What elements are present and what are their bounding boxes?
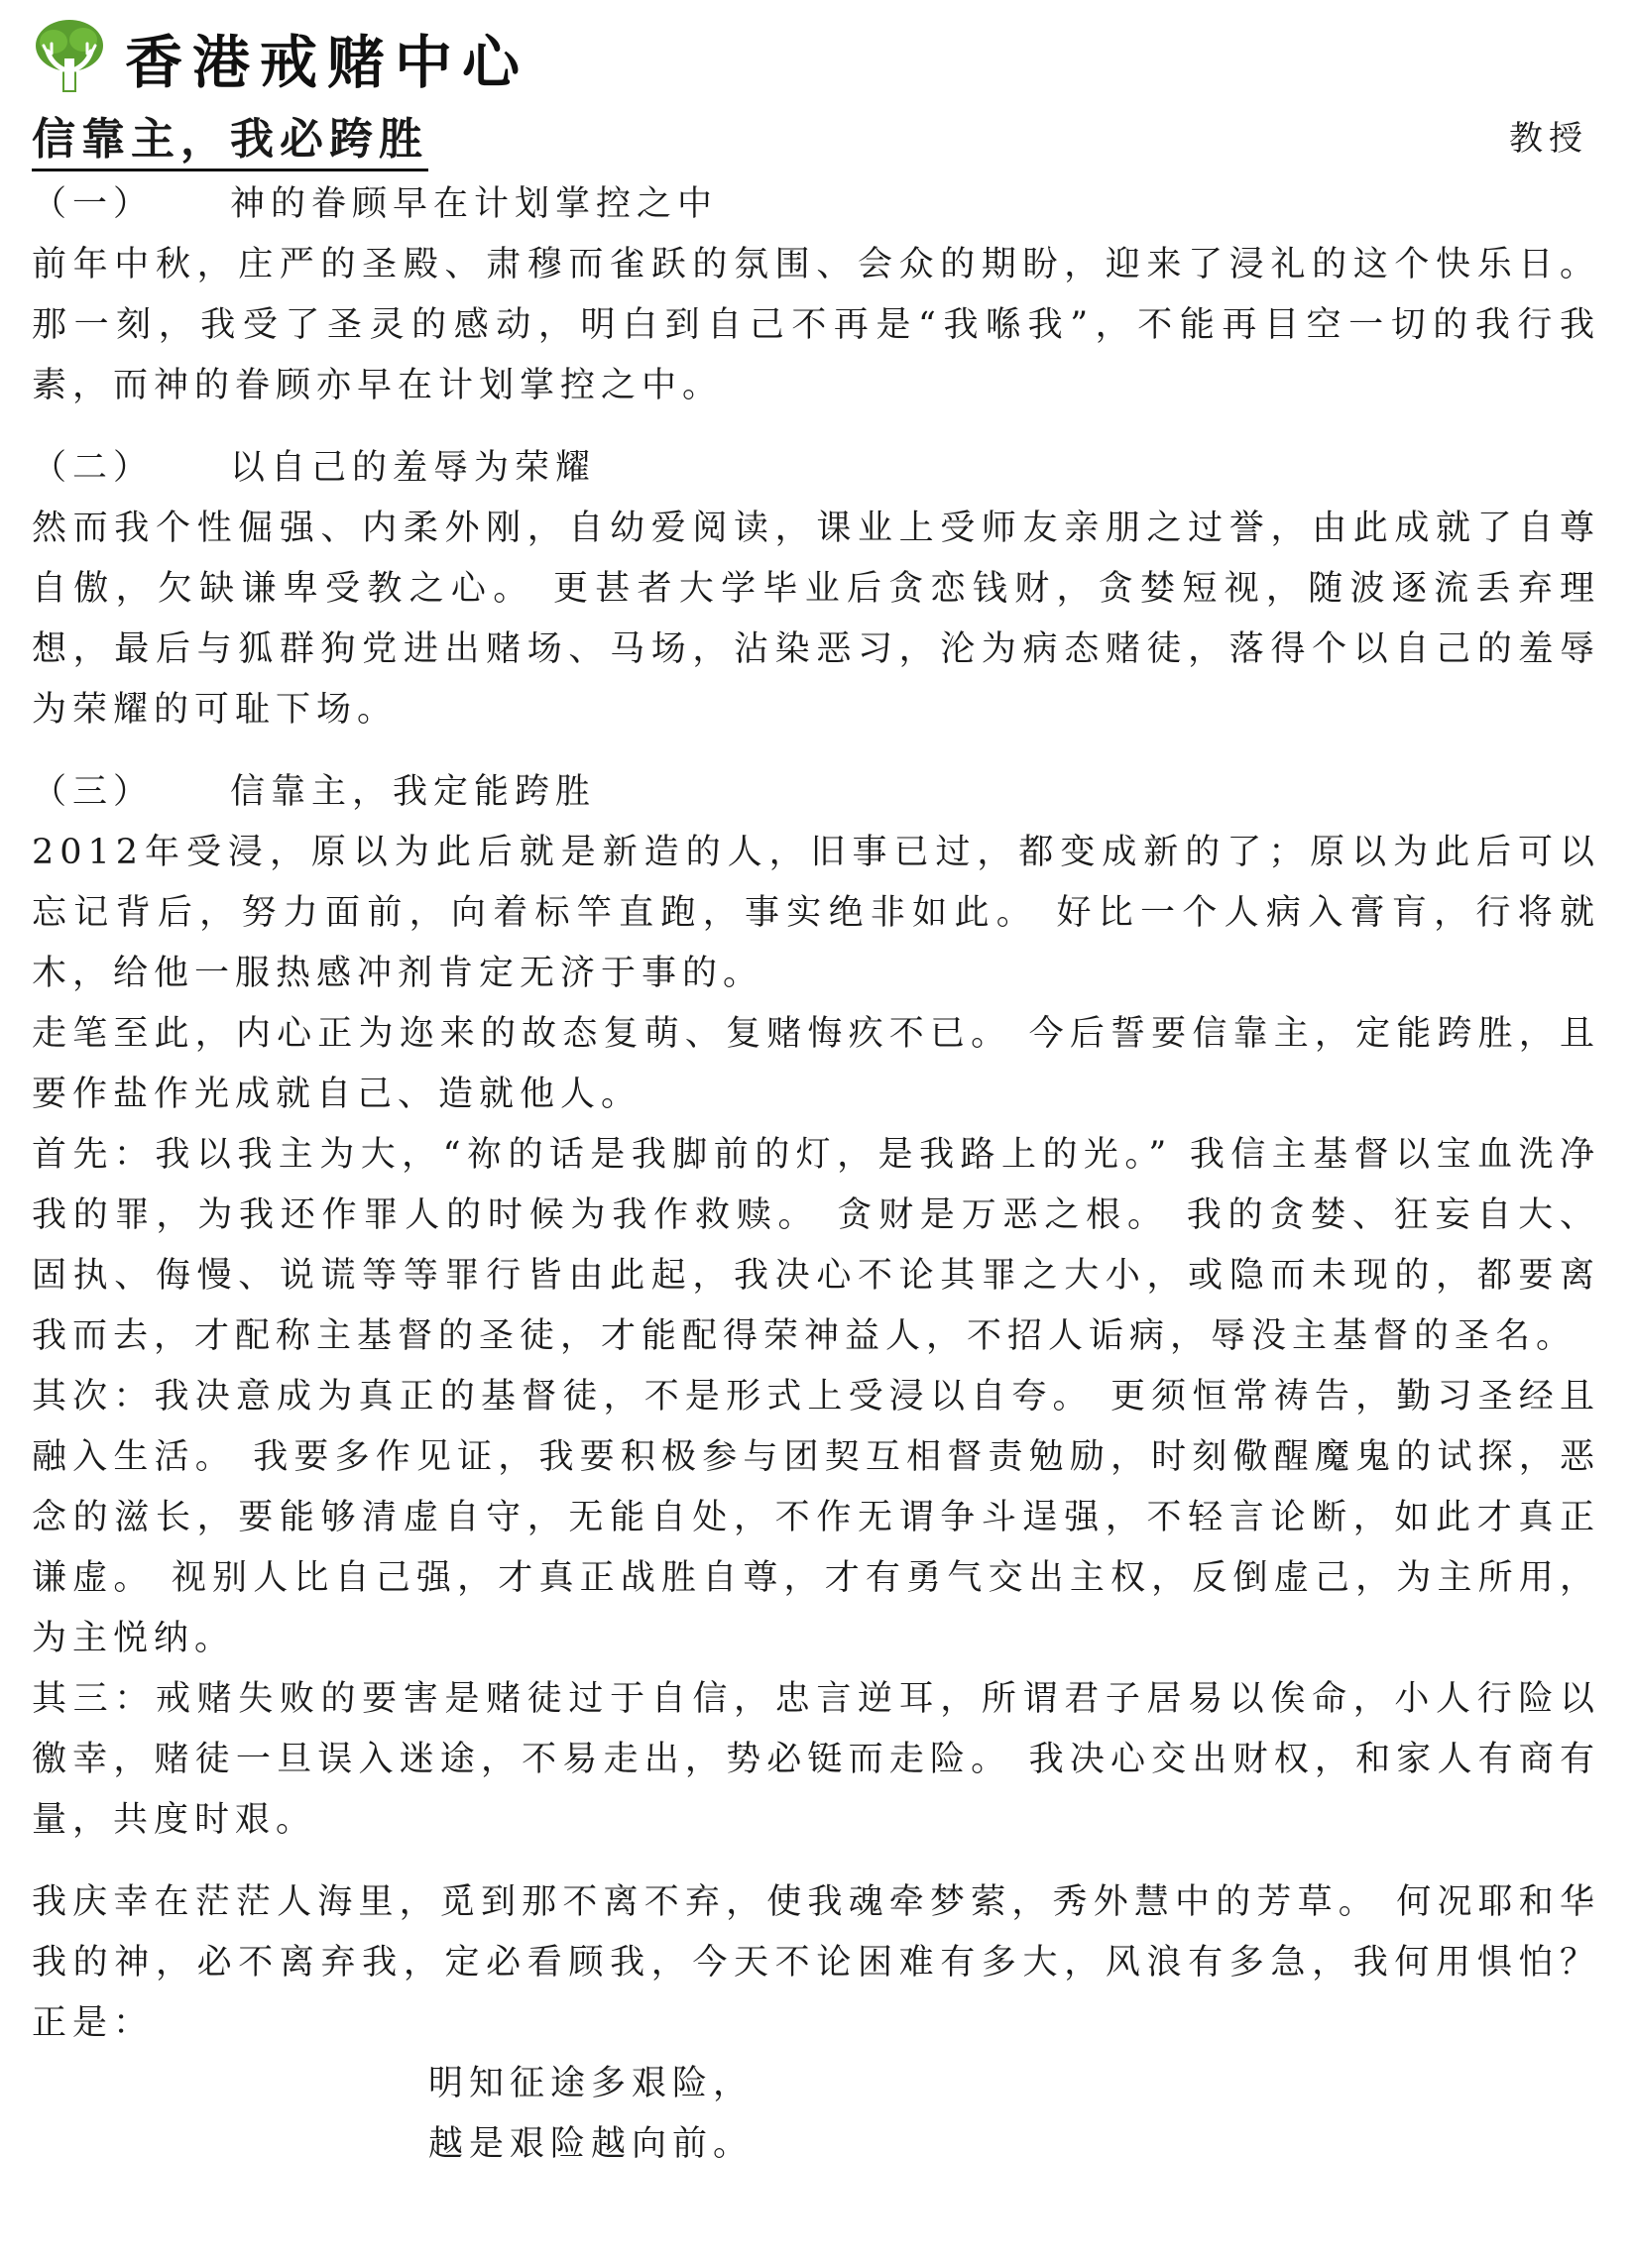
organization-name: 香港戒赌中心 — [125, 29, 530, 96]
poem-line: 越是艰险越向前。 — [428, 2124, 755, 2164]
section-heading — [32, 438, 1600, 499]
header — [30, 16, 529, 99]
section-number: （三） — [32, 772, 155, 812]
section-title: 神的眷顾早在计划掌控之中 — [230, 184, 719, 224]
section-number: （二） — [32, 448, 155, 488]
paragraph: 2012年受浸，原以为此后就是新造的人，旧事已过，都变成新的了；原以为此后可以忘记背后，努力面前，向着标竿直跑，事实绝非如此。 好比一个人病入膏肓，行将就木，给他一服热感冲剂肯定无济于事的。 — [32, 833, 1600, 993]
section-title: 信靠主，我定能跨胜 — [230, 772, 597, 812]
paragraph: 然而我个性倔强、内柔外刚，自幼爱阅读，课业上受师友亲朋之过誉，由此成就了自尊自傲，欠缺谦卑受教之心。 更甚者大学毕业后贪恋钱财，贪婪短视，随波逐流丢弃理想，最后与狐群狗党进出赌场、马场，沾染恶习，沦为病态赌徒，落得个以自己的羞辱为荣耀的可耻下场。 — [32, 509, 1600, 730]
closing-paragraph: 我庆幸在茫茫人海里，觅到那不离不弃，使我魂牵梦萦，秀外慧中的芳草。 何况耶和华我的神，必不离弃我，定必看顾我，今天不论困难有多大，风浪有多急，我何用惧怕？正是： — [32, 1882, 1600, 2043]
paragraph: 其次：我决意成为真正的基督徒，不是形式上受浸以自夸。 更须恒常祷告，勤习圣经且融入生活。 我要多作见证，我要积极参与团契互相督责勉励，时刻儆醒魔鬼的试探，恶念的滋长，要能够清虚自守，无能自处，不作无谓争斗逞强，不轻言论断，如此才真正谦虚。 视别人比自己强，才真正战胜自尊，才有勇气交出主权，反倒虚己，为主所用，为主悦纳。 — [32, 1377, 1600, 1658]
section-heading — [32, 174, 1600, 235]
paragraph: 其三：戒赌失败的要害是赌徒过于自信，忠言逆耳，所谓君子居易以俟命，小人行险以徼幸，赌徒一旦误入迷途，不易走出，势必铤而走险。 我决心交出财权，和家人有商有量，共度时艰。 — [32, 1679, 1600, 1840]
article-title: 信靠主，我必跨胜 — [32, 103, 428, 171]
section-title: 以自己的羞辱为荣耀 — [230, 448, 597, 488]
paragraph: 前年中秋，庄严的圣殿、肃穆而雀跃的氛围、会众的期盼，迎来了浸礼的这个快乐日。 那一刻，我受了圣灵的感动，明白到自己不再是“我喺我”，不能再目空一切的我行我素，而神的眷顾亦早在计划掌控之中。 — [32, 245, 1600, 405]
section-heading — [32, 762, 1600, 823]
section-number: （一） — [32, 184, 155, 224]
tree-hands-icon — [30, 18, 109, 97]
article-body — [32, 174, 1600, 2175]
title-row — [32, 103, 1588, 165]
paragraph: 走笔至此，内心正为迩来的故态复萌、复赌悔疚不已。 今后誓要信靠主，定能跨胜，且要作盐作光成就自己、造就他人。 — [32, 1014, 1600, 1114]
poem-line: 明知征途多艰险， — [428, 2064, 755, 2103]
paragraph: 首先：我以我主为大，“祢的话是我脚前的灯，是我路上的光。” 我信主基督以宝血洗净我的罪，为我还作罪人的时候为我作救赎。 贪财是万恶之根。 我的贪婪、狂妄自大、固执、侮慢、说谎等等罪行皆由此起，我决心不论其罪之大小，或隐而未现的，都要离我而去，才配称主基督的圣徒，才能配得荣神益人，不招人诟病，辱没主基督的圣名。 — [32, 1135, 1600, 1356]
author: 教授 — [1509, 119, 1588, 159]
